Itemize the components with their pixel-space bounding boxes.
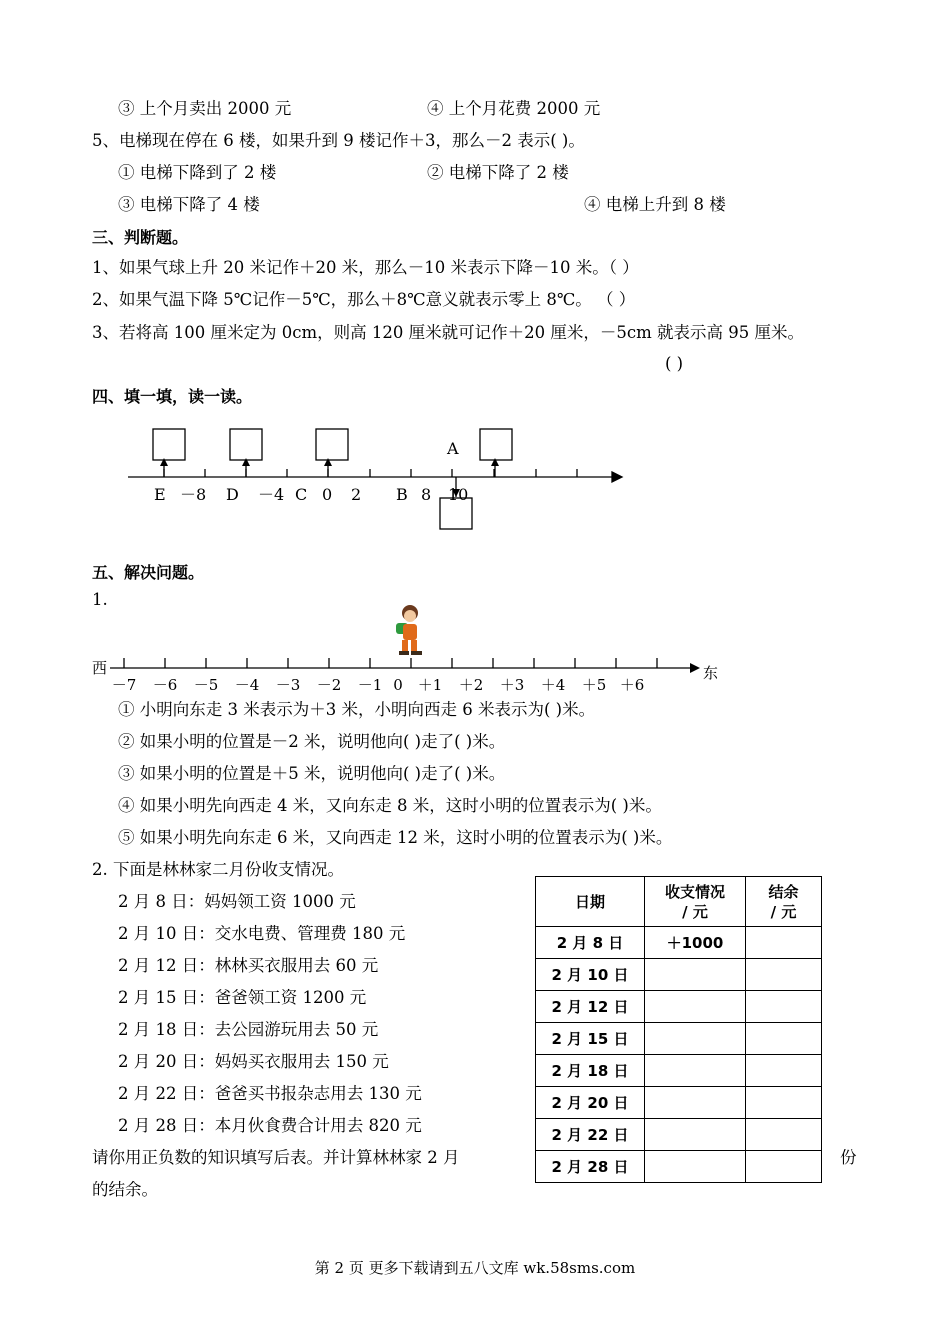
cell-date: 2 月 15 日 bbox=[536, 1023, 645, 1055]
cell-income[interactable] bbox=[645, 1023, 746, 1055]
header-income-line1: 收支情况 bbox=[664, 882, 725, 901]
west-label: 西 bbox=[92, 659, 108, 677]
record-item: 2 月 20 日：妈妈买衣服用去 150 元 bbox=[118, 1052, 389, 1071]
cell-income[interactable] bbox=[645, 959, 746, 991]
table-row bbox=[536, 959, 822, 991]
cell-date: 2 月 22 日 bbox=[536, 1119, 645, 1151]
table-row bbox=[536, 1087, 822, 1119]
record-item: 2 月 10 日：交水电费、管理费 180 元 bbox=[118, 924, 406, 943]
xm-question-5: ⑤ 如果小明先向东走 6 米，又向西走 12 米，这时小明的位置表示为( )米。 bbox=[118, 828, 673, 847]
header-income bbox=[645, 877, 746, 927]
q4-option-3: ③ 上个月卖出 2000 元 bbox=[118, 99, 292, 118]
answer-box-4 bbox=[480, 429, 512, 460]
cell-balance[interactable] bbox=[746, 1055, 822, 1087]
cell-date: 2 月 20 日 bbox=[536, 1087, 645, 1119]
record-item: 2 月 15 日：爸爸领工资 1200 元 bbox=[118, 988, 367, 1007]
q5-option-1: ① 电梯下降到了 2 楼 bbox=[118, 163, 277, 182]
xiaoming-number-line bbox=[0, 650, 950, 700]
q5-option-4: ④ 电梯上升到 8 楼 bbox=[584, 195, 726, 214]
tick-label: －3 bbox=[275, 676, 301, 694]
judge-item-3-answer: ( ) bbox=[665, 354, 684, 373]
instruction-fen: 份 bbox=[840, 1148, 857, 1167]
tick-label: 0 bbox=[393, 676, 403, 694]
problem-1-number: 1. bbox=[92, 590, 108, 609]
number-line-arrowhead bbox=[612, 472, 622, 482]
tick-label: ＋1 bbox=[417, 676, 443, 694]
q5-option-3: ③ 电梯下降了 4 楼 bbox=[118, 195, 260, 214]
q5-option-2: ② 电梯下降了 2 楼 bbox=[427, 163, 569, 182]
cell-income[interactable] bbox=[645, 1119, 746, 1151]
cell-balance[interactable] bbox=[746, 959, 822, 991]
header-date: 日期 bbox=[536, 877, 645, 927]
instruction-line-2: 的结余。 bbox=[92, 1180, 158, 1199]
table-row bbox=[536, 927, 822, 959]
tick-label: －7 bbox=[111, 676, 137, 694]
number-line-ticks bbox=[164, 469, 577, 477]
xm-question-1: ① 小明向东走 3 米表示为＋3 米，小明向西走 6 米表示为( )米。 bbox=[118, 700, 596, 719]
cell-date: 2 月 18 日 bbox=[536, 1055, 645, 1087]
cell-income[interactable] bbox=[645, 1087, 746, 1119]
number-line-fill bbox=[0, 420, 950, 535]
table-row bbox=[536, 1023, 822, 1055]
section4-title: 四、填一填，读一读。 bbox=[92, 387, 253, 406]
answer-box-2 bbox=[230, 429, 262, 460]
cell-income[interactable] bbox=[645, 991, 746, 1023]
xm-question-4: ④ 如果小明先向西走 4 米，又向东走 8 米，这时小明的位置表示为( )米。 bbox=[118, 796, 662, 815]
record-item: 2 月 12 日：林林买衣服用去 60 元 bbox=[118, 956, 379, 975]
cell-balance[interactable] bbox=[746, 1151, 822, 1183]
header-balance bbox=[746, 877, 822, 927]
judge-item-1: 1、如果气球上升 20 米记作＋20 米，那么－10 米表示下降－10 米。（ ） bbox=[92, 258, 639, 277]
answer-box-1 bbox=[153, 429, 185, 460]
cell-balance[interactable] bbox=[746, 1087, 822, 1119]
tick-label: －4 bbox=[234, 676, 260, 694]
xm-question-3: ③ 如果小明的位置是＋5 米，说明他向( )走了( )米。 bbox=[118, 764, 506, 783]
cell-balance[interactable] bbox=[746, 927, 822, 959]
table-row bbox=[536, 1119, 822, 1151]
tick-label: ＋5 bbox=[581, 676, 607, 694]
q5-stem: 5、电梯现在停在 6 楼，如果升到 9 楼记作＋3，那么－2 表示( )。 bbox=[92, 131, 585, 150]
line-label-10: 10 bbox=[448, 485, 469, 504]
line-label-neg8: －8 bbox=[180, 485, 207, 504]
tick-label: －1 bbox=[357, 676, 383, 694]
line-label-c: C bbox=[295, 485, 308, 504]
cell-date: 2 月 12 日 bbox=[536, 991, 645, 1023]
line-label-e: E bbox=[154, 485, 166, 504]
cell-income[interactable] bbox=[645, 1151, 746, 1183]
line-label-b: B bbox=[396, 485, 408, 504]
line-label-8: 8 bbox=[421, 485, 432, 504]
header-income-line2: / 元 bbox=[682, 902, 708, 921]
table-header-row bbox=[536, 877, 822, 927]
header-balance-line2: / 元 bbox=[770, 902, 797, 921]
tick-label: －6 bbox=[152, 676, 178, 694]
answer-box-3 bbox=[316, 429, 348, 460]
record-item: 2 月 22 日：爸爸买书报杂志用去 130 元 bbox=[118, 1084, 422, 1103]
record-item: 2 月 28 日：本月伙食费合计用去 820 元 bbox=[118, 1116, 422, 1135]
tick-label: －2 bbox=[316, 676, 342, 694]
record-item: 2 月 18 日：去公园游玩用去 50 元 bbox=[118, 1020, 379, 1039]
instruction-line-1: 请你用正负数的知识填写后表。并计算林林家 2 月 bbox=[92, 1148, 460, 1167]
cell-income[interactable]: ＋1000 bbox=[645, 927, 746, 959]
page-footer: 第 2 页 更多下载请到五八文库 wk.58sms.com bbox=[314, 1259, 636, 1277]
cell-balance[interactable] bbox=[746, 991, 822, 1023]
cell-balance[interactable] bbox=[746, 1119, 822, 1151]
cell-balance[interactable] bbox=[746, 1023, 822, 1055]
header-balance-line1: 结余 bbox=[768, 882, 799, 901]
table-row bbox=[536, 1055, 822, 1087]
cell-date: 2 月 28 日 bbox=[536, 1151, 645, 1183]
judge-item-3: 3、若将高 100 厘米定为 0cm，则高 120 厘米就可记作＋20 厘米，－5cm 就表示高 95 厘米。 bbox=[92, 323, 804, 342]
cell-income[interactable] bbox=[645, 1055, 746, 1087]
xm-question-2: ② 如果小明的位置是－2 米，说明他向( )走了( )米。 bbox=[118, 732, 506, 751]
line-label-2: 2 bbox=[351, 485, 362, 504]
tick-label: ＋6 bbox=[619, 676, 645, 694]
ledger-table bbox=[535, 876, 822, 1183]
table-row bbox=[536, 1151, 822, 1183]
section5-title: 五、解决问题。 bbox=[92, 563, 205, 582]
point-a-label: A bbox=[447, 439, 459, 458]
tick-label: ＋2 bbox=[458, 676, 484, 694]
cell-date: 2 月 10 日 bbox=[536, 959, 645, 991]
problem-2-intro: 2. 下面是林林家二月份收支情况。 bbox=[92, 860, 344, 879]
tick-label: ＋3 bbox=[499, 676, 525, 694]
q4-option-4: ④ 上个月花费 2000 元 bbox=[427, 99, 601, 118]
section3-title: 三、判断题。 bbox=[92, 228, 189, 247]
record-item: 2 月 8 日：妈妈领工资 1000 元 bbox=[118, 892, 356, 911]
tick-label: －5 bbox=[193, 676, 219, 694]
judge-item-2: 2、如果气温下降 5℃记作－5℃，那么＋8℃意义就表示零上 8℃。 （ ） bbox=[92, 290, 636, 309]
cell-date: 2 月 8 日 bbox=[536, 927, 645, 959]
line-label-0: 0 bbox=[322, 485, 333, 504]
line-label-neg4: －4 bbox=[258, 485, 285, 504]
table-row bbox=[536, 991, 822, 1023]
east-label: 东 bbox=[703, 664, 719, 682]
line-label-d: D bbox=[226, 485, 239, 504]
tick-label: ＋4 bbox=[540, 676, 566, 694]
